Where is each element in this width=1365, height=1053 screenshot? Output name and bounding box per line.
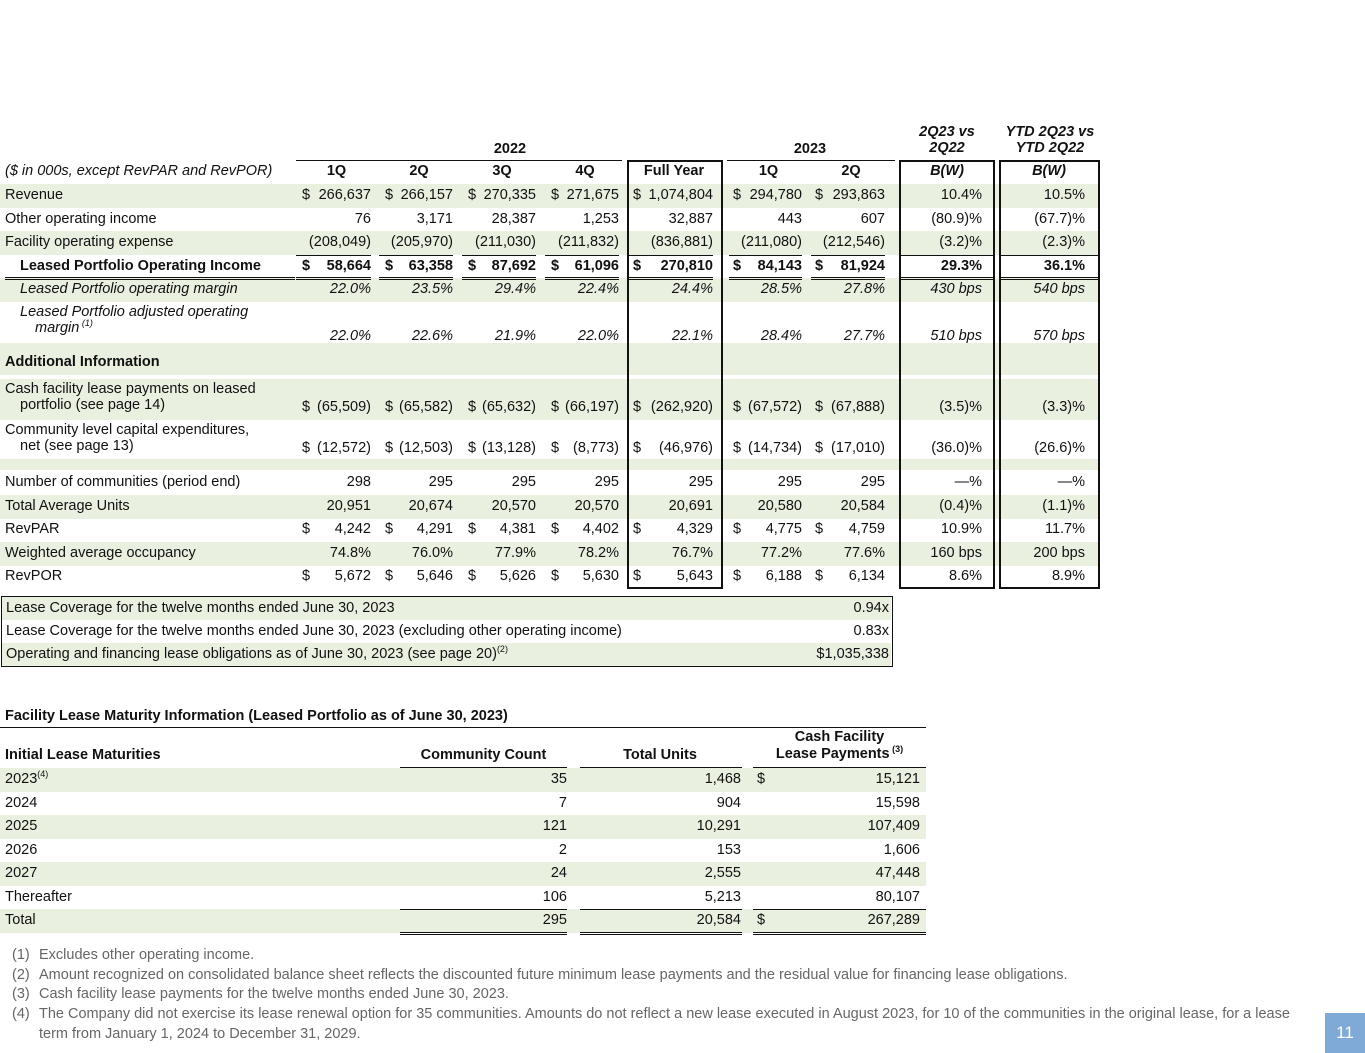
cmp2-value: (1.1)%: [1042, 498, 1085, 514]
dollar-sign: $: [815, 439, 824, 456]
value-cell: 22.4%: [577, 281, 619, 297]
value-cell: 607: [860, 211, 885, 227]
dollar-sign: $: [302, 258, 311, 274]
value-cell: 1,253: [582, 211, 619, 227]
value-cell: 4,242: [334, 521, 371, 537]
dollar-sign: $: [302, 398, 311, 415]
footnotes: [12, 946, 1312, 1045]
lease-year: 2025: [5, 818, 38, 834]
value-cell: 271,675: [566, 187, 619, 203]
dollar-sign: $: [551, 258, 560, 274]
cmp2-value: —%: [1057, 474, 1085, 490]
value-cell: 295: [860, 474, 885, 490]
dollar-sign: $: [551, 439, 560, 456]
cmp1-value: 29.3%: [940, 258, 982, 274]
dollar-sign: $: [733, 187, 742, 203]
lease-row: [0, 792, 926, 816]
dollar-sign: $: [815, 187, 824, 203]
value-cell: 20,570: [574, 498, 619, 514]
value-cell: 77.2%: [760, 545, 802, 561]
cmp1-value: (36.0)%: [931, 439, 982, 456]
dollar-sign: $: [633, 521, 642, 537]
total-units: 1,468: [704, 771, 741, 787]
value-cell: 58,664: [326, 258, 371, 274]
dollar-sign: $: [551, 398, 560, 415]
col-count: Community Count: [420, 747, 547, 763]
coverage-value: $1,035,338: [816, 646, 889, 662]
value-cell: 4,381: [499, 521, 536, 537]
dollar-sign: $: [815, 521, 824, 537]
cmp1-value: 160 bps: [930, 545, 982, 561]
total-units: 5,213: [704, 888, 741, 905]
value-cell: 294,780: [749, 187, 802, 203]
cmp1-value: 8.6%: [948, 568, 982, 584]
value-cell: (12,572): [316, 439, 371, 456]
dollar-sign: $: [633, 439, 642, 456]
value-cell: (8,773): [573, 439, 619, 456]
value-cell: (836,881): [650, 234, 713, 250]
dollar-sign: $: [551, 187, 560, 203]
dollar-sign: $: [385, 398, 394, 415]
dollar-sign: $: [757, 771, 766, 787]
value-cell: 293,863: [832, 187, 885, 203]
value-cell: 87,692: [491, 258, 536, 274]
value-cell: 77.9%: [494, 545, 536, 561]
cmp1-box: [899, 160, 995, 589]
dollar-sign: $: [385, 439, 394, 456]
value-cell: 28.4%: [760, 327, 802, 344]
value-cell: (211,832): [558, 234, 619, 250]
dollar-sign: $: [757, 912, 766, 928]
cmp2-value: (2.3)%: [1042, 234, 1085, 250]
value-cell: (205,970): [390, 234, 453, 250]
lease-year: 2026: [5, 841, 38, 858]
row-label: Additional Information: [5, 354, 160, 370]
coverage-label: Operating and financing lease obligations as of June 30, 2023 (see page 20)$^{(2)}$: [6, 644, 508, 662]
dollar-sign: $: [815, 568, 824, 584]
value-cell: 266,157: [400, 187, 453, 203]
cmp2-value: 11.7%: [1044, 521, 1085, 537]
lease-row: [0, 862, 926, 886]
value-cell: 4,291: [416, 521, 453, 537]
cmp1-value: 10.9%: [940, 521, 982, 537]
lease-row: [0, 815, 926, 839]
bw-header: B(W): [1032, 163, 1066, 179]
bw-header: B(W): [930, 163, 964, 179]
year-2023-header: 2023: [793, 141, 827, 157]
value-cell: (17,010): [830, 439, 885, 456]
coverage-row: [2, 620, 891, 643]
cmp1-value: (80.9)%: [931, 211, 982, 227]
value-cell: 27.7%: [843, 327, 885, 344]
value-cell: 20,951: [326, 498, 371, 514]
cmp2-value: (3.3)%: [1042, 398, 1085, 415]
dollar-sign: $: [633, 398, 642, 415]
value-cell: 84,143: [757, 258, 802, 274]
dollar-sign: $: [302, 187, 311, 203]
units-note: ($ in 000s, except RevPAR and RevPOR): [5, 163, 273, 179]
lease-table-title: Facility Lease Maturity Information (Leased Portfolio as of June 30, 2023): [5, 708, 508, 724]
dollar-sign: $: [815, 398, 824, 415]
row-label: Total Average Units: [5, 498, 130, 514]
cmp2-value: 8.9%: [1051, 568, 1085, 584]
row-label: Weighted average occupancy: [5, 545, 196, 561]
value-cell: (211,080): [741, 234, 802, 250]
dollar-sign: $: [468, 258, 477, 274]
value-cell: 270,335: [483, 187, 536, 203]
dollar-sign: $: [633, 568, 642, 584]
value-cell: 20,674: [408, 498, 453, 514]
lease-row: [0, 839, 926, 863]
value-cell: (12,503): [398, 439, 453, 456]
value-cell: 21.9%: [494, 327, 536, 344]
value-cell: 295: [594, 474, 619, 490]
footnote: (4) The Company did not exercise its lease renewal option for 35 communities. Amounts do not reflect a new lease executed in August 2023, for 10 of the communities in the original lease, for a lease term from January 1, 2024 to December 31, 2029.: [12, 1006, 1290, 1042]
value-cell: 1,074,804: [648, 187, 713, 203]
dollar-sign: $: [733, 568, 742, 584]
lease-payment: 1,606: [883, 841, 920, 858]
lease-row: [0, 886, 926, 910]
dollar-sign: $: [468, 439, 477, 456]
page-number-badge: 11: [1325, 1013, 1365, 1053]
row-label: Leased Portfolio adjusted operating margin $^{(1)}$: [20, 304, 249, 336]
value-cell: 32,887: [668, 211, 713, 227]
value-cell: 5,646: [416, 568, 453, 584]
value-cell: 4,329: [676, 521, 713, 537]
value-cell: 22.0%: [329, 327, 371, 344]
community-count: 24: [550, 865, 567, 881]
cmp1-header: 2Q23 vs 2Q22: [919, 124, 975, 156]
dollar-sign: $: [302, 521, 311, 537]
value-cell: 4,402: [582, 521, 619, 537]
cmp2-box: [999, 160, 1100, 589]
row-label: Cash facility lease payments on leased portfolio (see page 14): [5, 381, 256, 413]
col-label: Initial Lease Maturities: [5, 747, 161, 763]
dollar-sign: $: [385, 258, 394, 274]
value-cell: (65,632): [481, 398, 536, 415]
cmp1-value: 430 bps: [930, 281, 982, 297]
community-count: 7: [558, 794, 567, 811]
value-cell: 6,134: [848, 568, 885, 584]
value-cell: (14,734): [747, 439, 802, 456]
total-units: 20,584: [696, 912, 741, 928]
lease-year: 2027: [5, 865, 38, 881]
cmp2-value: (67.7)%: [1034, 211, 1085, 227]
value-cell: 27.8%: [843, 281, 885, 297]
total-units: 153: [716, 841, 741, 858]
row-label: Number of communities (period end): [5, 474, 241, 490]
coverage-row: [2, 643, 891, 666]
value-cell: 270,810: [660, 258, 713, 274]
value-cell: 20,570: [491, 498, 536, 514]
dollar-sign: $: [302, 439, 311, 456]
cmp1-value: (3.2)%: [939, 234, 982, 250]
cmp2-value: 36.1%: [1043, 258, 1085, 274]
value-cell: 295: [688, 474, 713, 490]
value-cell: 28.5%: [760, 281, 802, 297]
dollar-sign: $: [733, 398, 742, 415]
footnote: (3) Cash facility lease payments for the twelve months ended June 30, 2023.: [12, 986, 509, 1003]
value-cell: 20,584: [840, 498, 885, 514]
full-year-box: [627, 160, 723, 589]
dollar-sign: $: [468, 568, 477, 584]
community-count: 35: [550, 771, 567, 787]
dollar-sign: $: [815, 258, 824, 274]
value-cell: (211,030): [475, 234, 536, 250]
value-cell: (65,509): [316, 398, 371, 415]
lease-payment: 267,289: [867, 912, 920, 928]
row-label: Leased Portfolio operating margin: [20, 281, 238, 297]
value-cell: 78.2%: [577, 545, 619, 561]
cmp1-value: —%: [954, 474, 982, 490]
dollar-sign: $: [385, 187, 394, 203]
value-cell: 295: [511, 474, 536, 490]
footnote: (1) Excludes other operating income.: [12, 947, 255, 963]
value-cell: (262,920): [650, 398, 713, 415]
value-cell: (212,546): [822, 234, 885, 250]
dollar-sign: $: [385, 568, 394, 584]
community-count: 2: [558, 841, 567, 858]
value-cell: 24.4%: [671, 281, 713, 297]
value-cell: 5,672: [334, 568, 371, 584]
value-cell: 76: [354, 211, 371, 227]
dollar-sign: $: [468, 187, 477, 203]
value-cell: (208,049): [308, 234, 371, 250]
dollar-sign: $: [551, 521, 560, 537]
dollar-sign: $: [633, 187, 642, 203]
value-cell: 5,626: [499, 568, 536, 584]
total-units: 904: [716, 794, 741, 811]
dollar-sign: $: [733, 258, 742, 274]
column-header: 4Q: [575, 163, 595, 179]
value-cell: 29.4%: [494, 281, 536, 297]
dollar-sign: $: [468, 398, 477, 415]
cmp1-value: 10.4%: [940, 187, 982, 203]
coverage-label: Lease Coverage for the twelve months ended June 30, 2023: [6, 600, 395, 616]
row-label: Revenue: [5, 187, 64, 203]
lease-row: [0, 768, 926, 792]
row-label: RevPOR: [5, 568, 63, 584]
cmp1-value: 510 bps: [930, 327, 982, 344]
value-cell: 20,580: [757, 498, 802, 514]
value-cell: 266,637: [318, 187, 371, 203]
value-cell: 28,387: [491, 211, 536, 227]
value-cell: (46,976): [658, 439, 713, 456]
value-cell: (67,572): [747, 398, 802, 415]
value-cell: (66,197): [564, 398, 619, 415]
value-cell: 4,759: [848, 521, 885, 537]
column-header: 2Q: [841, 163, 861, 179]
coverage-value: 0.94x: [853, 600, 889, 616]
column-header: Full Year: [643, 163, 705, 179]
value-cell: 76.7%: [671, 545, 713, 561]
dollar-sign: $: [385, 521, 394, 537]
lease-header-row: [0, 744, 926, 768]
value-cell: 443: [777, 211, 802, 227]
row-label: RevPAR: [5, 521, 60, 537]
lease-payment: 47,448: [875, 865, 920, 881]
column-header: 1Q: [326, 163, 347, 179]
row-label: Community level capital expenditures, net (see page 13): [5, 422, 250, 454]
lease-year: 2023$^{(4)}$: [5, 769, 49, 787]
cmp1-value: (3.5)%: [939, 398, 982, 415]
column-header: 3Q: [492, 163, 512, 179]
lease-payment: 15,598: [875, 794, 920, 811]
cmp2-value: 540 bps: [1033, 281, 1085, 297]
value-cell: 5,643: [676, 568, 713, 584]
cmp2-value: (26.6)%: [1034, 439, 1085, 456]
dollar-sign: $: [733, 439, 742, 456]
value-cell: 22.0%: [329, 281, 371, 297]
value-cell: 77.6%: [843, 545, 885, 561]
lease-payment: 15,121: [875, 771, 920, 787]
dollar-sign: $: [468, 521, 477, 537]
total-units: 10,291: [696, 818, 741, 834]
value-cell: 23.5%: [411, 281, 453, 297]
value-cell: 22.6%: [411, 327, 453, 344]
dollar-sign: $: [551, 568, 560, 584]
lease-year: Thereafter: [5, 888, 72, 905]
value-cell: 22.0%: [577, 327, 619, 344]
lease-payment: 107,409: [867, 818, 920, 834]
cmp2-value: 570 bps: [1033, 327, 1085, 344]
column-header: 1Q: [758, 163, 779, 179]
column-header: 2Q: [409, 163, 429, 179]
value-cell: 61,096: [574, 258, 619, 274]
cmp2-value: 10.5%: [1043, 187, 1085, 203]
value-cell: 298: [346, 474, 371, 490]
dollar-sign: $: [633, 258, 642, 274]
value-cell: (13,128): [481, 439, 536, 456]
value-cell: (65,582): [398, 398, 453, 415]
row-label: Leased Portfolio Operating Income: [20, 258, 261, 274]
community-count: 121: [542, 818, 567, 834]
cmp2-value: 200 bps: [1033, 545, 1085, 561]
value-cell: 3,171: [416, 211, 453, 227]
value-cell: 5,630: [582, 568, 619, 584]
value-cell: 74.8%: [329, 545, 371, 561]
value-cell: 81,924: [840, 258, 885, 274]
row-label: Other operating income: [5, 211, 157, 227]
coverage-value: 0.83x: [853, 623, 889, 639]
total-units: 2,555: [704, 865, 741, 881]
value-cell: 295: [777, 474, 802, 490]
footnote: (2) Amount recognized on consolidated balance sheet reflects the discounted future minimum lease payments and the residual value for financing lease obligations.: [12, 966, 1068, 983]
value-cell: 76.0%: [411, 545, 453, 561]
cmp1-value: (0.4)%: [939, 498, 982, 514]
dollar-sign: $: [733, 521, 742, 537]
lease-year: 2024: [5, 794, 38, 811]
value-cell: 6,188: [765, 568, 802, 584]
lease-row: [0, 909, 926, 933]
col-units: Total Units: [623, 747, 697, 763]
community-count: 106: [542, 888, 567, 905]
payments-header: Cash Facility Lease Payments $^{(3)}$: [775, 729, 904, 762]
cmp2-header: YTD 2Q23 vs YTD 2Q22: [1005, 124, 1095, 156]
value-cell: (67,888): [830, 398, 885, 415]
coverage-row: [2, 597, 891, 620]
value-cell: 22.1%: [671, 327, 713, 344]
lease-year: Total: [5, 912, 36, 928]
row-label: Facility operating expense: [5, 234, 174, 250]
value-cell: 20,691: [668, 498, 713, 514]
dollar-sign: $: [302, 568, 311, 584]
value-cell: 63,358: [408, 258, 453, 274]
value-cell: 4,775: [765, 521, 802, 537]
year-2022-header: 2022: [493, 141, 527, 157]
lease-payment: 80,107: [875, 888, 920, 905]
coverage-box: [1, 596, 893, 667]
value-cell: 295: [428, 474, 453, 490]
coverage-label: Lease Coverage for the twelve months ended June 30, 2023 (excluding other operating income): [6, 623, 622, 639]
community-count: 295: [542, 912, 567, 928]
